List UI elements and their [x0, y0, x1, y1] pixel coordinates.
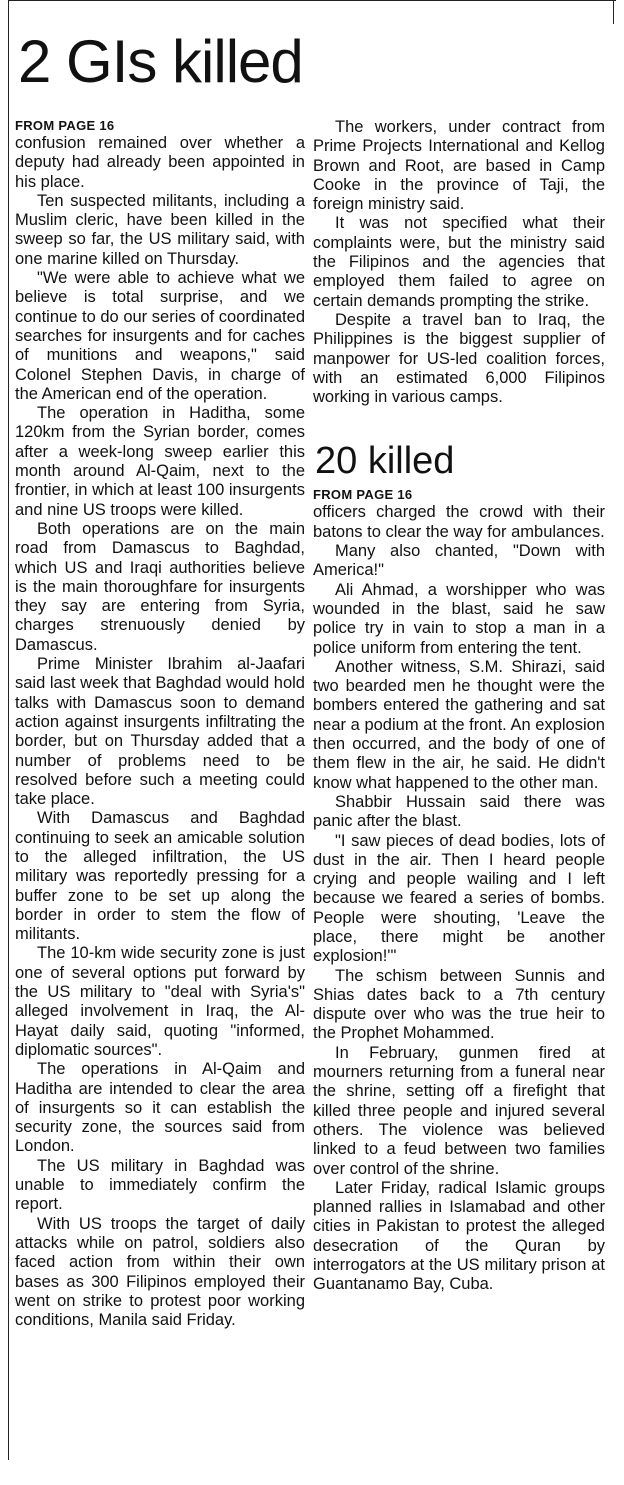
paragraph: The US military in Baghdad was unable to immediately confirm the report. [15, 1156, 305, 1214]
paragraph: With Damascus and Baghdad continuing to seek an amicable solution to the alleged infiltration, the US military was reportedly pressing for a buffer zone to be set up along the border in order to stem the flow of militants. [15, 809, 305, 944]
paragraph: The workers, under contract from Prime Projects International and Kellog Brown and Root, are based in Camp Cooke in the province of Taji, the foreign ministry said. [313, 118, 605, 214]
paragraph: Another witness, S.M. Shirazi, said two bearded men he thought were the bombers entered the gathering and sat near a podium at the front. An explosion then occurred, and the body of one of them flew in the air, he said. He didn't know what happened to the other man. [313, 657, 605, 792]
headline-2-gis-killed: 2 GIs killed [18, 28, 303, 95]
top-rule [8, 0, 616, 1]
paragraph: "We were able to achieve what we believe is total surprise, and we continue to do our series of coordinated searches for insurgents and for caches of munitions and weapons," said Colonel Stephen Davis, in charge of the American end of the operation. [15, 269, 305, 403]
paragraph: The operation in Haditha, some 120km from the Syrian border, comes after a week-long sweep earlier this month around Al-Qaim, next to the frontier, in which at least 100 insurgents and nine US troops were killed. [15, 404, 305, 519]
paragraph: The schism between Sunnis and Shias dates back to a 7th century dispute over who was the true heir to the Prophet Mohammed. [313, 966, 605, 1043]
paragraph: With US troops the target of daily attacks while on patrol, soldiers also faced action from within their own bases as 300 Filipinos employed their went on strike to protest poor working conditions, Manila said Friday. [15, 1214, 305, 1330]
paragraph: Later Friday, radical Islamic groups planned rallies in Islamabad and other cities in Pakistan to protest the alleged desecration of the Quran by interrogators at the US military prison at Guantanamo Bay, Cuba. [313, 1178, 605, 1294]
paragraph: The operations in Al-Qaim and Haditha are intended to clear the area of insurgents so it can establish the security zone, the sources said from London. [15, 1060, 305, 1156]
paragraph: Many also chanted, "Down with America!" [313, 542, 605, 580]
paragraph: The 10-km wide security zone is just one of several options put forward by the US military to "deal with Syria's" alleged involvement in Iraq, the Al-Hayat daily said, quoting "informed, diplomatic sources". [15, 944, 305, 1059]
paragraph: "I saw pieces of dead bodies, lots of dust in the air. Then I heard people crying and people wailing and I left because we feared a series of bombs. People were shouting, 'Leave the place, there might be another explosion!'" [313, 831, 605, 966]
paragraph: In February, gunmen fired at mourners returning from a funeral near the shrine, setting off a firefight that killed three people and injured several others. The violence was believed linked to a feud between two families over control of the shrine. [313, 1043, 605, 1178]
paragraph: Shabbir Hussain said there was panic after the blast. [313, 792, 605, 831]
paragraph: Both operations are on the main road from Damascus to Baghdad, which US and Iraqi authorities believe is the main thoroughfare for insurgents they say are entering from Syria, charges strenuously denied by Damascus. [15, 519, 305, 654]
paragraph: officers charged the crowd with their batons to clear the way for ambulances. [313, 503, 605, 541]
article-column-left [15, 118, 305, 1330]
headline-20-killed: 20 killed [315, 440, 455, 483]
paragraph: confusion remained over whether a deputy had already been appointed in his place. [15, 134, 305, 191]
left-rule [8, 0, 9, 1460]
paragraph: Ten suspected militants, including a Muslim cleric, have been killed in the sweep so far, the US military said, with one marine killed on Thursday. [15, 191, 305, 268]
paragraph: Ali Ahmad, a worshipper who was wounded in the blast, said he saw police try in vain to stop a man in a police uniform from entering the tent. [313, 580, 605, 657]
article-column-right [313, 118, 605, 1295]
right-rule [613, 0, 614, 24]
kicker-from-page-16: FROM PAGE 16 [313, 487, 413, 503]
kicker-from-page-16: FROM PAGE 16 [15, 118, 115, 133]
paragraph: Despite a travel ban to Iraq, the Philippines is the biggest supplier of manpower for US-led coalition forces, with an estimated 6,000 Filipinos working in various camps. [313, 310, 605, 407]
paragraph: It was not specified what their complaints were, but the ministry said the Filipinos and the agencies that employed them failed to agree on certain demands prompting the strike. [313, 214, 605, 310]
paragraph: Prime Minister Ibrahim al-Jaafari said last week that Baghdad would hold talks with Damascus soon to demand action against insurgents infiltrating the border, but on Thursday added that a number of problems need to be resolved before such a meeting could take place. [15, 655, 305, 809]
